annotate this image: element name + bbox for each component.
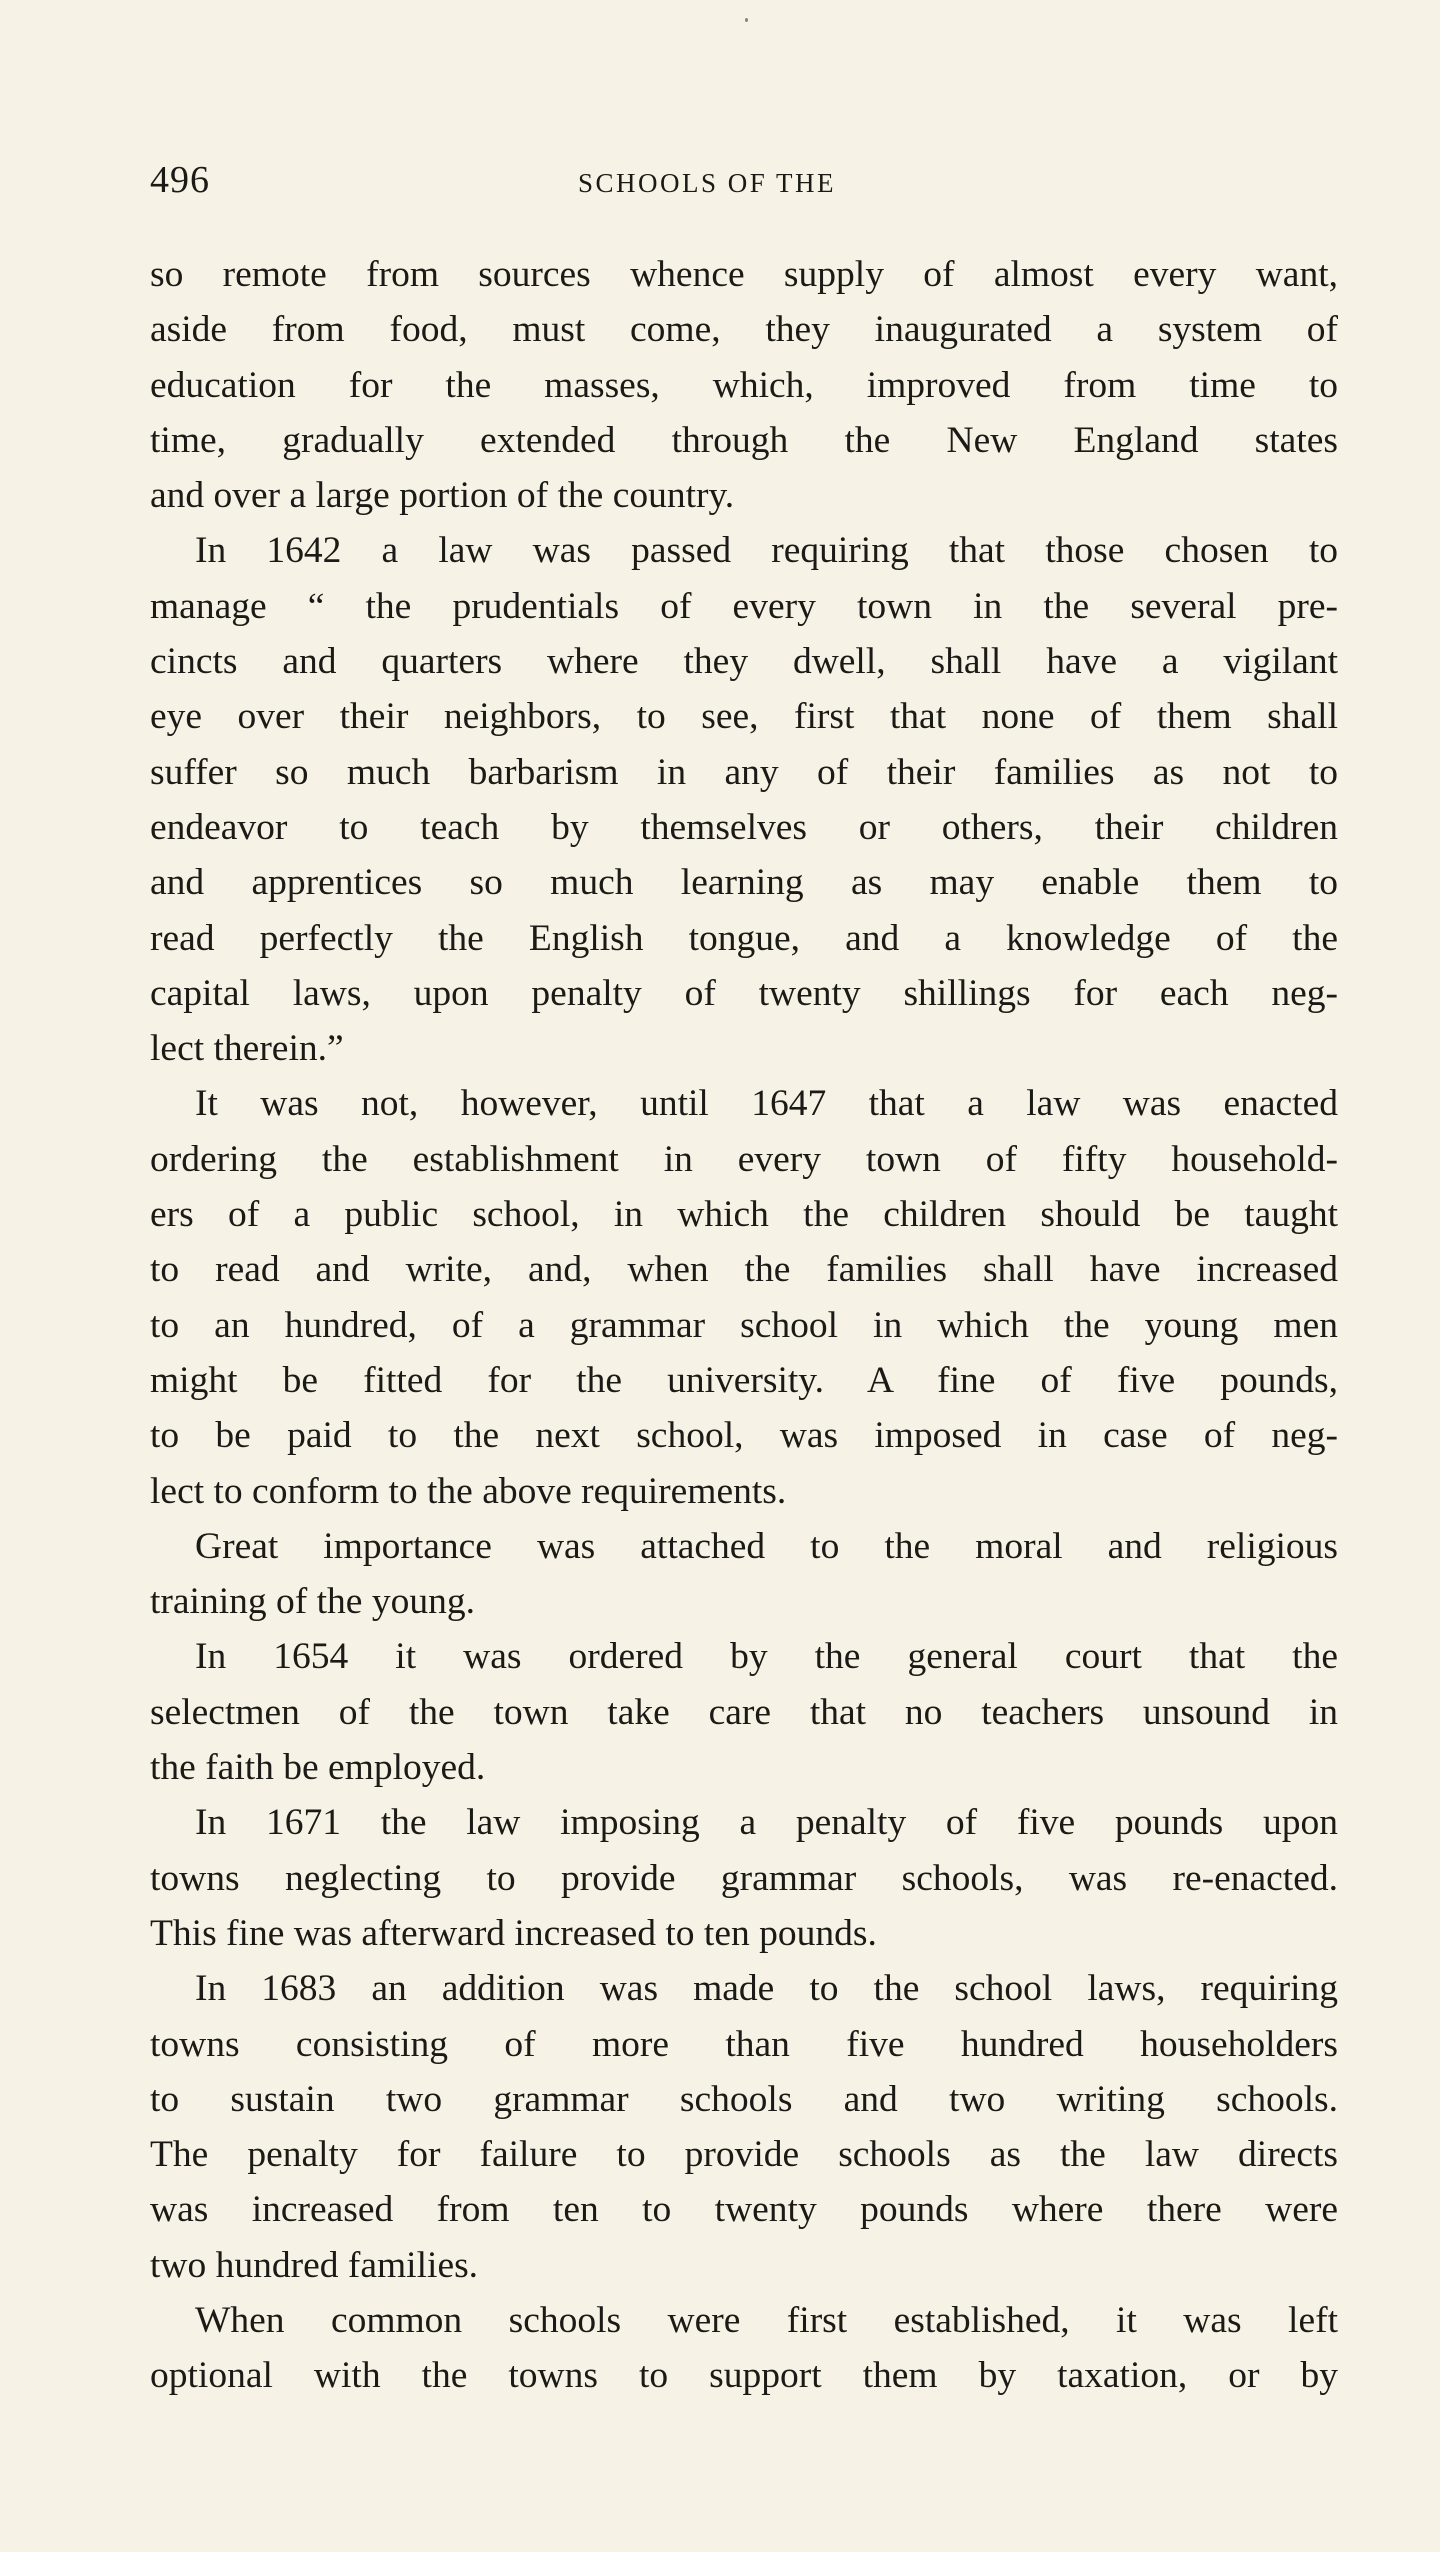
running-head: SCHOOLS OF THE: [578, 168, 837, 198]
text-line: and apprentices so much learning as may enable them to: [150, 862, 1338, 904]
text-line: two hundred families.: [150, 2244, 479, 2286]
text-line: lect therein.”: [150, 1028, 344, 1070]
text-line: manage “ the prudentials of every town in the several pre-: [150, 585, 1338, 627]
page-header: [150, 158, 1340, 208]
text-line: lect to conform to the above requirements.: [150, 1470, 787, 1512]
text-line: optional with the towns to support them by taxation, or by: [150, 2355, 1338, 2397]
text-line: This fine was afterward increased to ten pounds.: [150, 1912, 877, 1954]
text-line: In 1671 the law imposing a penalty of five pounds upon: [195, 1802, 1338, 1844]
text-line: aside from food, must come, they inaugurated a system of: [150, 309, 1338, 351]
text-line: The penalty for failure to provide schools as the law directs: [150, 2134, 1338, 2176]
text-line: and over a large portion of the country.: [150, 475, 735, 517]
page-number: 496: [150, 159, 210, 201]
text-line: to be paid to the next school, was imposed in case of neg-: [150, 1415, 1338, 1457]
text-line: When common schools were first established, it was left: [195, 2299, 1338, 2341]
text-line: suffer so much barbarism in any of their families as not to: [150, 751, 1338, 793]
text-line: was increased from ten to twenty pounds where there were: [150, 2189, 1338, 2231]
text-line: It was not, however, until 1647 that a law was enacted: [195, 1083, 1338, 1125]
text-line: towns neglecting to provide grammar schools, was re-enacted.: [150, 1857, 1338, 1899]
text-line: so remote from sources whence supply of almost every want,: [150, 254, 1338, 295]
text-line: education for the masses, which, improved from time to: [150, 364, 1338, 406]
text-line: In 1642 a law was passed requiring that those chosen to: [195, 530, 1338, 572]
text-line: read perfectly the English tongue, and a knowledge of the: [150, 917, 1338, 959]
text-line: capital laws, upon penalty of twenty shillings for each neg-: [150, 972, 1338, 1014]
text-line: towns consisting of more than five hundred householders: [150, 2023, 1338, 2065]
text-line: endeavor to teach by themselves or others, their children: [150, 806, 1338, 848]
body-text: [150, 247, 1338, 2404]
text-line: to sustain two grammar schools and two writing schools.: [150, 2078, 1338, 2120]
text-line: Great importance was attached to the moral and religious: [195, 1525, 1338, 1567]
text-line: the faith be employed.: [150, 1747, 486, 1789]
text-line: eye over their neighbors, to see, first that none of them shall: [150, 696, 1338, 738]
text-line: might be fitted for the university. A fine of five pounds,: [150, 1359, 1338, 1401]
text-line: In 1654 it was ordered by the general court that the: [195, 1636, 1338, 1678]
text-line: selectmen of the town take care that no teachers unsound in: [150, 1691, 1338, 1733]
paper-speck: [745, 18, 748, 22]
text-line: ers of a public school, in which the children should be taught: [150, 1194, 1338, 1236]
text-line: cincts and quarters where they dwell, shall have a vigilant: [150, 641, 1338, 683]
text-line: ordering the establishment in every town of fifty household-: [150, 1138, 1338, 1180]
text-line: to an hundred, of a grammar school in which the young men: [150, 1304, 1338, 1346]
text-line: time, gradually extended through the New England states: [150, 419, 1338, 461]
text-line: to read and write, and, when the families shall have increased: [150, 1249, 1338, 1291]
text-line: training of the young.: [150, 1581, 475, 1623]
text-line: In 1683 an addition was made to the school laws, requiring: [195, 1968, 1338, 2010]
